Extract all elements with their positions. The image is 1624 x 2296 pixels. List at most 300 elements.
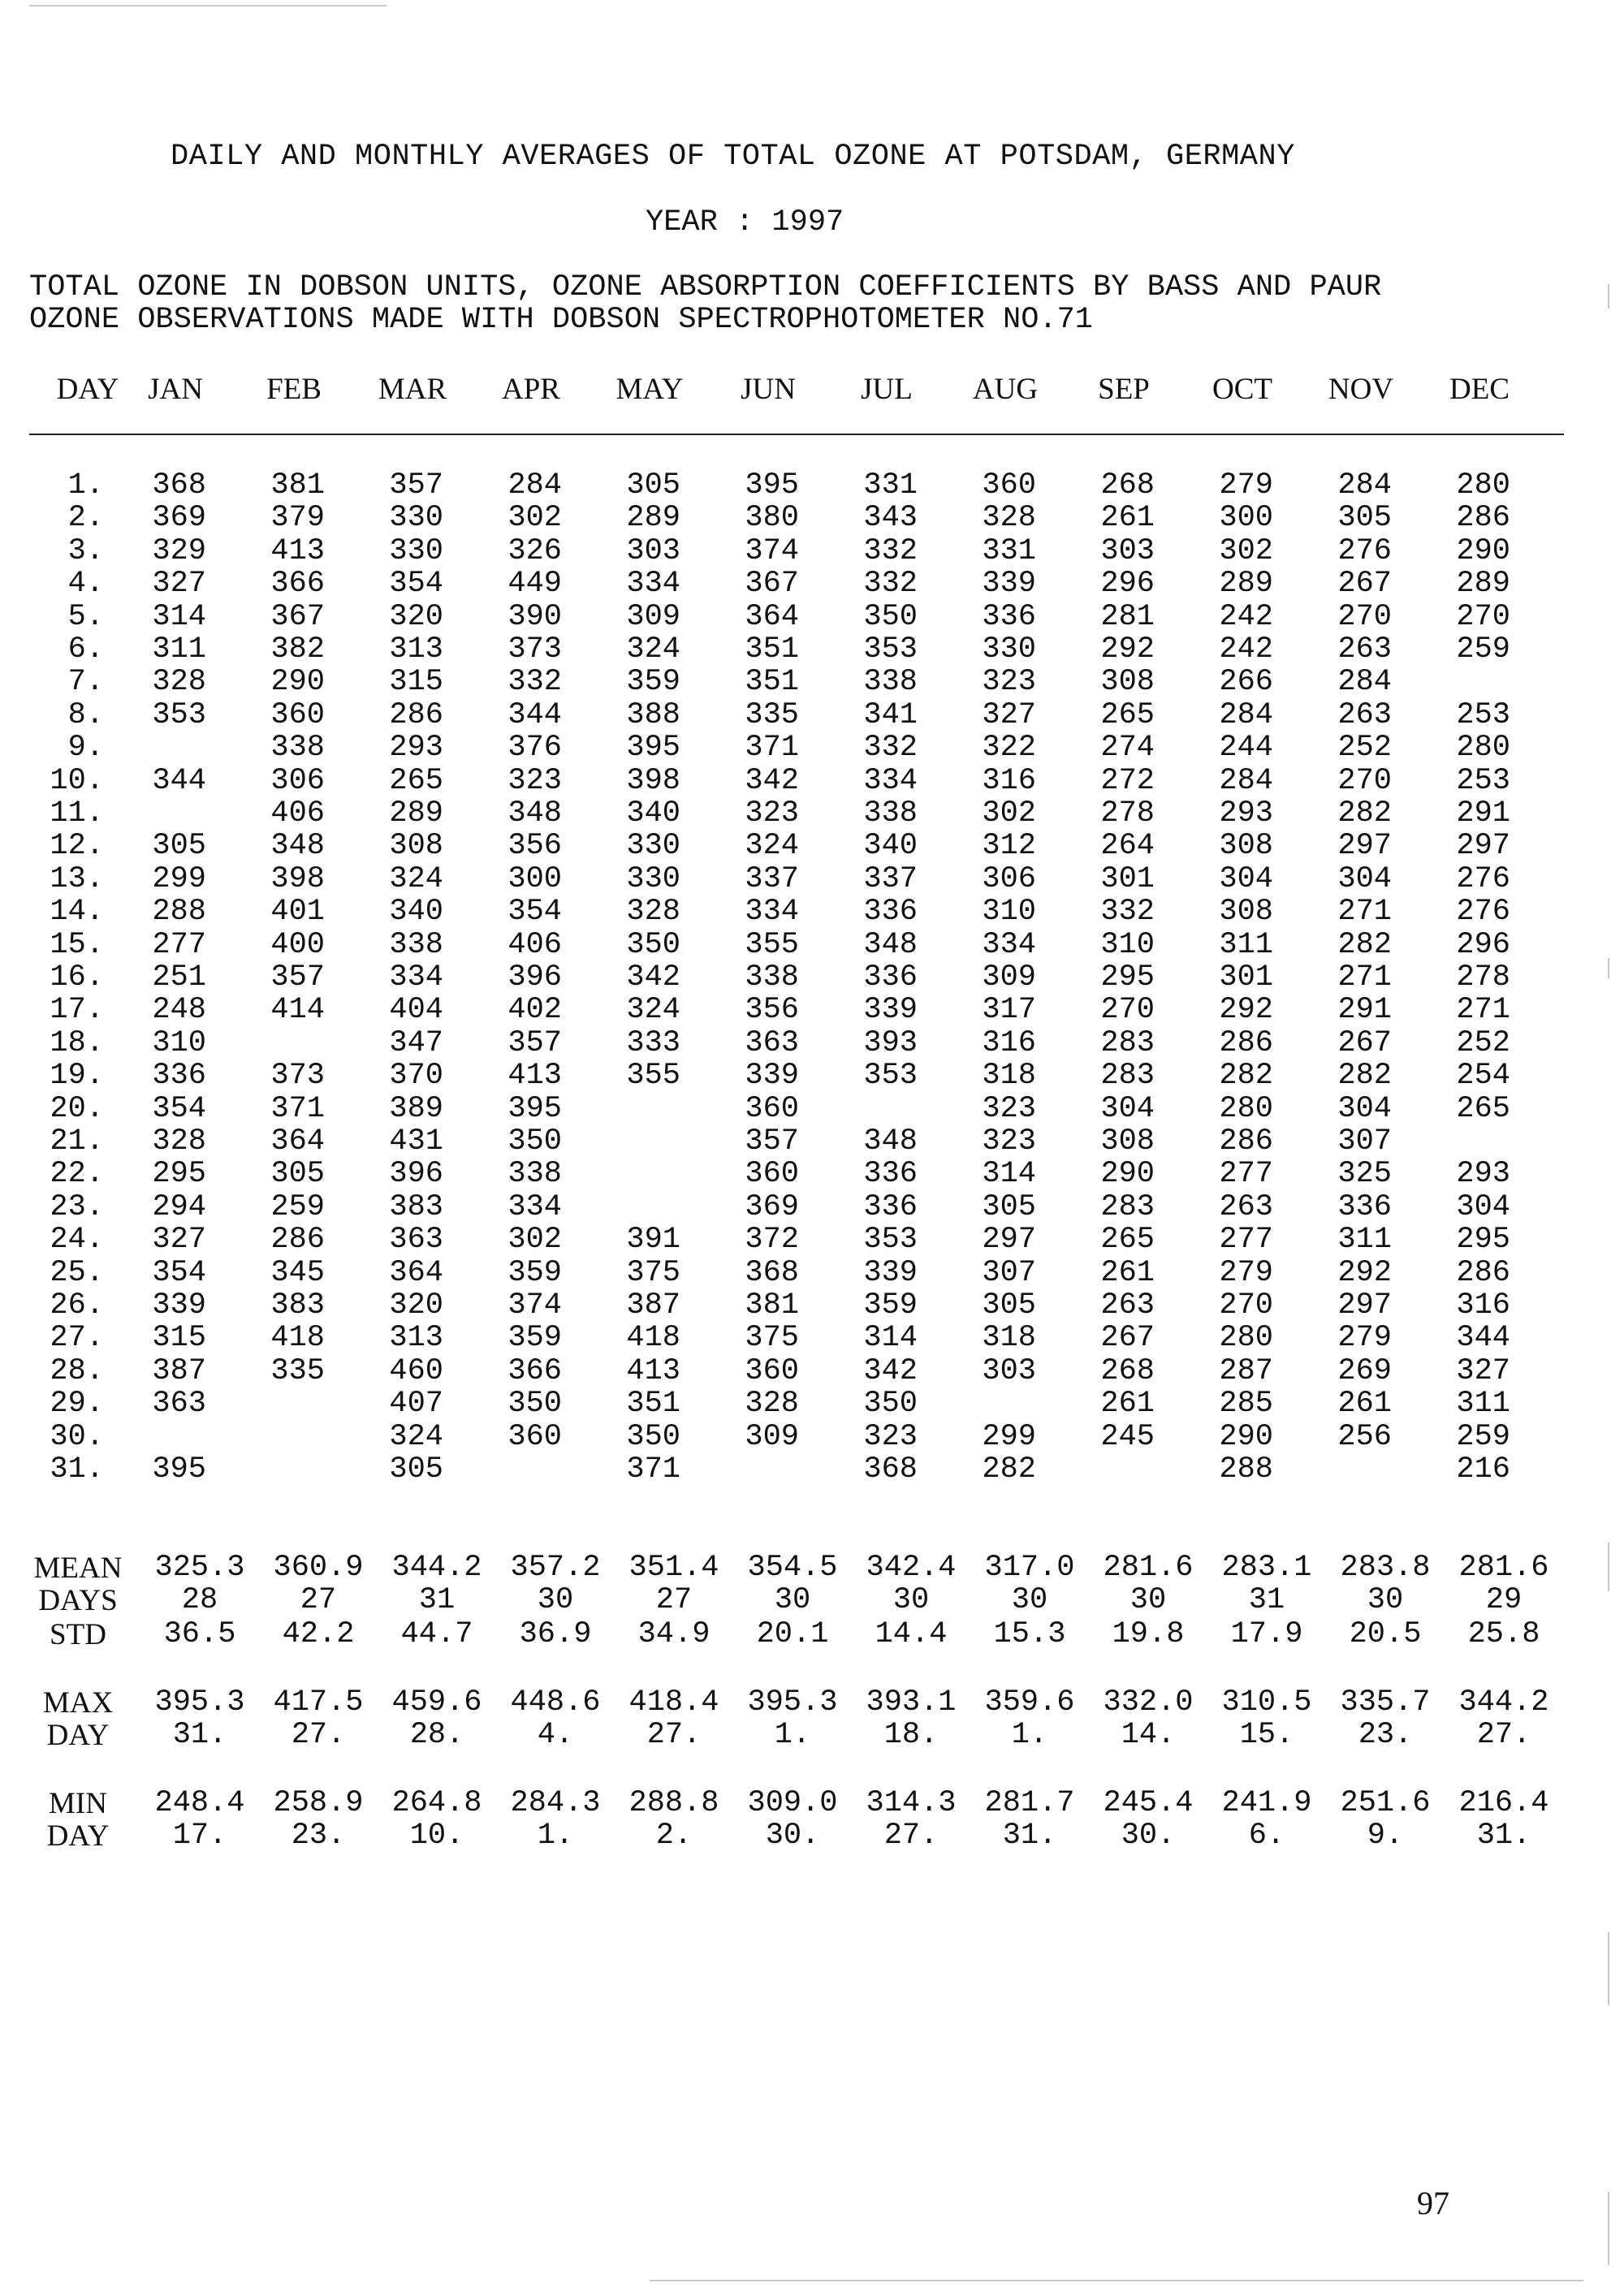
ozone-value-cell: 264 [1100,829,1155,864]
ozone-value-cell: 363 [152,1387,206,1422]
ozone-value-cell: 360 [745,1353,799,1388]
header-rule [29,434,1564,435]
summary-value-cell: 359.6 [984,1685,1075,1720]
ozone-value-cell: 252 [1337,731,1392,766]
ozone-value-cell: 351 [745,632,799,667]
ozone-value-cell: 312 [982,829,1036,864]
summary-label: DAY [46,1819,110,1853]
ozone-value-cell: 270 [1337,763,1392,798]
page-number: 97 [1417,2185,1449,2221]
ozone-value-cell: 263 [1337,697,1392,732]
ozone-value-cell: 291 [1456,796,1510,831]
summary-value-cell: 27. [646,1718,702,1752]
ozone-value-cell: 309 [745,1419,799,1454]
day-number: 1. [67,468,104,503]
summary-value-cell: 4. [537,1718,574,1752]
summary-value-cell: 42.2 [282,1617,355,1651]
month-header-dec: DEC [1449,373,1510,406]
ozone-value-cell: 387 [152,1353,206,1388]
summary-value-cell: 31 [418,1583,456,1617]
ozone-value-cell: 357 [389,468,443,503]
ozone-value-cell: 375 [745,1321,799,1356]
day-number: 7. [67,665,104,700]
day-number: 11. [50,796,104,831]
summary-value-cell: 31. [172,1718,227,1752]
summary-value-cell: 30 [1129,1583,1167,1617]
summary-value-cell: 20.1 [756,1617,829,1651]
month-header-jul: JUL [861,373,913,406]
ozone-value-cell: 291 [1337,993,1392,1028]
ozone-value-cell: 357 [270,960,325,995]
ozone-value-cell: 332 [863,731,918,766]
ozone-value-cell: 418 [270,1321,325,1356]
ozone-value-cell: 398 [626,763,680,798]
ozone-value-cell: 311 [152,632,206,667]
summary-value-cell: 288.8 [628,1786,719,1820]
summary-value-cell: 14. [1121,1718,1176,1752]
ozone-value-cell: 297 [1337,829,1392,864]
summary-value-cell: 283.1 [1221,1551,1312,1585]
summary-value-cell: 17. [172,1819,227,1853]
ozone-value-cell: 286 [270,1223,325,1258]
ozone-value-cell: 305 [982,1288,1036,1323]
ozone-value-cell: 338 [863,665,918,700]
ozone-value-cell: 449 [508,567,562,602]
ozone-value-cell: 327 [982,697,1036,732]
ozone-value-cell: 323 [745,796,799,831]
ozone-value-cell: 406 [270,796,325,831]
ozone-value-cell: 344 [152,763,206,798]
ozone-value-cell: 341 [863,697,918,732]
ozone-value-cell: 286 [1219,1025,1273,1060]
month-header-jun: JUN [741,373,796,406]
ozone-value-cell: 280 [1219,1091,1273,1126]
ozone-value-cell: 304 [1219,861,1273,896]
ozone-value-cell: 356 [745,993,799,1028]
ozone-value-cell: 325 [1337,1157,1392,1192]
ozone-value-cell: 353 [152,697,206,732]
summary-value-cell: 30 [1011,1583,1048,1617]
scan-edge-mark [1608,1932,1609,2005]
day-number: 23. [50,1189,104,1224]
summary-value-cell: 30. [1121,1819,1176,1853]
ozone-value-cell: 286 [389,697,443,732]
ozone-value-cell: 304 [1337,861,1392,896]
summary-value-cell: 395.3 [154,1685,245,1720]
summary-value-cell: 15.3 [993,1617,1066,1651]
ozone-value-cell: 396 [389,1157,443,1192]
ozone-value-cell: 279 [1219,1255,1273,1290]
ozone-value-cell: 268 [1100,1353,1155,1388]
day-number: 20. [50,1091,104,1126]
ozone-value-cell: 286 [1456,501,1510,536]
ozone-value-cell: 277 [1219,1223,1273,1258]
ozone-value-cell: 324 [626,993,680,1028]
ozone-value-cell: 289 [626,501,680,536]
ozone-value-cell: 371 [626,1452,680,1487]
ozone-value-cell: 390 [508,599,562,634]
ozone-value-cell: 259 [270,1189,325,1224]
summary-value-cell: 344.2 [391,1551,482,1585]
summary-value-cell: 357.2 [510,1551,601,1585]
summary-value-cell: 34.9 [637,1617,710,1651]
ozone-value-cell: 339 [982,567,1036,602]
ozone-value-cell: 301 [1219,960,1273,995]
ozone-value-cell: 387 [626,1288,680,1323]
ozone-value-cell: 334 [982,927,1036,962]
day-number: 28. [50,1353,104,1388]
ozone-value-cell: 296 [1456,927,1510,962]
ozone-value-cell: 330 [389,501,443,536]
ozone-value-cell: 342 [745,763,799,798]
ozone-value-cell: 327 [152,1223,206,1258]
summary-value-cell: 251.6 [1340,1786,1431,1820]
ozone-value-cell: 340 [863,829,918,864]
ozone-value-cell: 328 [626,895,680,930]
day-number: 6. [67,632,104,667]
day-number: 19. [50,1059,104,1094]
ozone-value-cell: 414 [270,993,325,1028]
ozone-value-cell: 242 [1219,632,1273,667]
ozone-value-cell: 380 [745,501,799,536]
ozone-value-cell: 354 [508,895,562,930]
month-header-nov: NOV [1328,373,1394,406]
ozone-value-cell: 216 [1456,1452,1510,1487]
ozone-value-cell: 279 [1337,1321,1392,1356]
ozone-value-cell: 339 [745,1059,799,1094]
ozone-value-cell: 293 [1456,1157,1510,1192]
summary-value-cell: 31 [1248,1583,1285,1617]
ozone-value-cell: 303 [982,1353,1036,1388]
ozone-value-cell: 360 [745,1157,799,1192]
ozone-value-cell: 286 [1456,1255,1510,1290]
ozone-value-cell: 289 [1219,567,1273,602]
ozone-value-cell: 314 [152,599,206,634]
ozone-value-cell: 295 [152,1157,206,1192]
summary-value-cell: 18. [883,1718,939,1752]
ozone-value-cell: 343 [863,501,918,536]
ozone-value-cell: 259 [1456,632,1510,667]
summary-value-cell: 10. [409,1819,464,1853]
summary-value-cell: 351.4 [628,1551,719,1585]
ozone-value-cell: 311 [1456,1387,1510,1422]
summary-value-cell: 310.5 [1221,1685,1312,1720]
ozone-value-cell: 327 [1456,1353,1510,1388]
ozone-value-cell: 270 [1100,993,1155,1028]
ozone-value-cell: 284 [1219,763,1273,798]
summary-value-cell: 30 [537,1583,574,1617]
ozone-value-cell: 351 [626,1387,680,1422]
ozone-value-cell: 301 [1100,861,1155,896]
summary-value-cell: 30 [774,1583,811,1617]
ozone-value-cell: 379 [270,501,325,536]
ozone-value-cell: 324 [745,829,799,864]
ozone-value-cell: 261 [1100,1255,1155,1290]
ozone-value-cell: 282 [1219,1059,1273,1094]
summary-value-cell: 360.9 [273,1551,364,1585]
ozone-value-cell: 253 [1456,763,1510,798]
ozone-value-cell: 279 [1219,468,1273,503]
ozone-value-cell: 305 [270,1157,325,1192]
ozone-value-cell: 284 [1337,665,1392,700]
summary-value-cell: 393.1 [866,1685,957,1720]
ozone-value-cell: 310 [1100,927,1155,962]
ozone-value-cell: 333 [626,1025,680,1060]
ozone-value-cell: 323 [982,665,1036,700]
ozone-value-cell: 265 [1456,1091,1510,1126]
summary-value-cell: 27. [1476,1718,1531,1752]
ozone-value-cell: 318 [982,1059,1036,1094]
ozone-value-cell: 391 [626,1223,680,1258]
ozone-value-cell: 350 [626,927,680,962]
ozone-value-cell: 277 [1219,1157,1273,1192]
ozone-value-cell: 303 [626,533,680,568]
ozone-value-cell: 353 [863,632,918,667]
ozone-value-cell: 276 [1456,861,1510,896]
ozone-value-cell: 328 [152,1124,206,1159]
ozone-value-cell: 337 [745,861,799,896]
ozone-value-cell: 334 [626,567,680,602]
ozone-value-cell: 282 [982,1452,1036,1487]
ozone-value-cell: 418 [626,1321,680,1356]
ozone-value-cell: 324 [389,861,443,896]
year-line: YEAR : 1997 [646,205,844,240]
ozone-value-cell: 281 [1100,599,1155,634]
ozone-value-cell: 307 [1337,1124,1392,1159]
ozone-value-cell: 313 [389,632,443,667]
ozone-value-cell: 342 [863,1353,918,1388]
summary-label: STD [50,1618,106,1651]
info-line-1: TOTAL OZONE IN DOBSON UNITS, OZONE ABSORPTION COEFFICIENTS BY BASS AND PAUR [29,270,1382,304]
summary-value-cell: 36.9 [519,1617,592,1651]
ozone-value-cell: 340 [626,796,680,831]
ozone-value-cell: 368 [863,1452,918,1487]
ozone-value-cell: 324 [626,632,680,667]
ozone-value-cell: 335 [745,697,799,732]
ozone-value-cell: 364 [389,1255,443,1290]
ozone-value-cell: 330 [626,829,680,864]
ozone-value-cell: 330 [982,632,1036,667]
ozone-value-cell: 331 [982,533,1036,568]
ozone-value-cell: 335 [270,1353,325,1388]
summary-value-cell: 284.3 [510,1786,601,1820]
summary-value-cell: 27 [655,1583,693,1617]
ozone-value-cell: 278 [1456,960,1510,995]
ozone-value-cell: 305 [152,829,206,864]
day-number: 27. [50,1321,104,1356]
ozone-value-cell: 339 [863,1255,918,1290]
ozone-value-cell: 330 [626,861,680,896]
ozone-value-cell: 338 [270,731,325,766]
ozone-value-cell: 336 [1337,1189,1392,1224]
ozone-value-cell: 360 [982,468,1036,503]
ozone-value-cell: 248 [152,993,206,1028]
ozone-value-cell: 265 [1100,1223,1155,1258]
ozone-value-cell: 306 [982,861,1036,896]
summary-value-cell: 1. [537,1819,574,1853]
ozone-value-cell: 276 [1337,533,1392,568]
month-header-apr: APR [502,373,560,406]
ozone-value-cell: 323 [982,1124,1036,1159]
summary-value-cell: 31. [1476,1819,1531,1853]
ozone-value-cell: 359 [626,665,680,700]
ozone-value-cell: 324 [389,1419,443,1454]
summary-value-cell: 309.0 [747,1786,838,1820]
ozone-value-cell: 305 [389,1452,443,1487]
ozone-value-cell: 267 [1337,567,1392,602]
ozone-value-cell: 360 [745,1091,799,1126]
ozone-value-cell: 354 [152,1091,206,1126]
ozone-value-cell: 404 [389,993,443,1028]
ozone-value-cell: 382 [270,632,325,667]
ozone-value-cell: 350 [863,1387,918,1422]
ozone-value-cell: 336 [152,1059,206,1094]
ozone-value-cell: 261 [1100,1387,1155,1422]
ozone-value-cell: 354 [389,567,443,602]
summary-value-cell: 241.9 [1221,1786,1312,1820]
ozone-value-cell: 315 [389,665,443,700]
summary-value-cell: 30 [892,1583,930,1617]
ozone-value-cell: 267 [1337,1025,1392,1060]
summary-label: DAY [46,1719,110,1752]
ozone-value-cell: 368 [152,468,206,503]
ozone-value-cell: 287 [1219,1353,1273,1388]
ozone-value-cell: 332 [508,665,562,700]
summary-value-cell: 28 [181,1583,218,1617]
summary-value-cell: 342.4 [866,1551,957,1585]
ozone-value-cell: 357 [508,1025,562,1060]
summary-value-cell: 31. [1002,1819,1057,1853]
summary-value-cell: 30. [765,1819,820,1853]
ozone-value-cell: 369 [745,1189,799,1224]
ozone-value-cell: 315 [152,1321,206,1356]
ozone-value-cell: 288 [1219,1452,1273,1487]
ozone-value-cell: 270 [1337,599,1392,634]
ozone-value-cell: 372 [745,1223,799,1258]
ozone-value-cell: 338 [863,796,918,831]
ozone-value-cell: 289 [389,796,443,831]
month-header-oct: OCT [1212,373,1272,406]
ozone-value-cell: 310 [982,895,1036,930]
ozone-value-cell: 353 [863,1223,918,1258]
ozone-value-cell: 259 [1456,1419,1510,1454]
ozone-value-cell: 271 [1337,895,1392,930]
month-header-may: MAY [615,373,684,406]
ozone-value-cell: 267 [1100,1321,1155,1356]
ozone-value-cell: 336 [982,599,1036,634]
ozone-value-cell: 334 [863,763,918,798]
summary-value-cell: 281.7 [984,1786,1075,1820]
ozone-value-cell: 290 [1456,533,1510,568]
ozone-value-cell: 332 [863,567,918,602]
ozone-value-cell: 355 [626,1059,680,1094]
ozone-value-cell: 266 [1219,665,1273,700]
summary-value-cell: 258.9 [273,1786,364,1820]
summary-value-cell: 17.9 [1230,1617,1303,1651]
ozone-value-cell: 370 [389,1059,443,1094]
ozone-value-cell: 364 [270,1124,325,1159]
ozone-value-cell: 350 [863,599,918,634]
ozone-value-cell: 303 [1100,533,1155,568]
summary-label: MIN [49,1787,107,1820]
ozone-value-cell: 401 [270,895,325,930]
month-header-mar: MAR [378,373,447,406]
month-header-jan: JAN [148,373,203,406]
ozone-value-cell: 348 [863,927,918,962]
ozone-value-cell: 360 [508,1419,562,1454]
ozone-value-cell: 338 [389,927,443,962]
month-header-sep: SEP [1098,373,1150,406]
ozone-value-cell: 317 [982,993,1036,1028]
summary-value-cell: 395.3 [747,1685,838,1720]
summary-value-cell: 216.4 [1458,1786,1549,1820]
ozone-value-cell: 359 [508,1321,562,1356]
ozone-value-cell: 297 [1456,829,1510,864]
ozone-value-cell: 244 [1219,731,1273,766]
day-number: 21. [50,1124,104,1159]
ozone-value-cell: 353 [863,1059,918,1094]
ozone-value-cell: 282 [1337,1059,1392,1094]
ozone-value-cell: 389 [389,1091,443,1126]
ozone-value-cell: 336 [863,1157,918,1192]
ozone-value-cell: 265 [389,763,443,798]
ozone-value-cell: 339 [152,1288,206,1323]
ozone-value-cell: 340 [389,895,443,930]
ozone-value-cell: 308 [1100,665,1155,700]
ozone-value-cell: 337 [863,861,918,896]
summary-value-cell: 15. [1239,1718,1294,1752]
ozone-value-cell: 274 [1100,731,1155,766]
ozone-value-cell: 314 [863,1321,918,1356]
ozone-value-cell: 256 [1337,1419,1392,1454]
ozone-value-cell: 299 [152,861,206,896]
ozone-value-cell: 344 [1456,1321,1510,1356]
summary-value-cell: 314.3 [866,1786,957,1820]
ozone-value-cell: 284 [1337,468,1392,503]
ozone-value-cell: 290 [1100,1157,1155,1192]
ozone-value-cell: 332 [1100,895,1155,930]
ozone-value-cell: 348 [508,796,562,831]
ozone-value-cell: 302 [508,1223,562,1258]
ozone-value-cell: 309 [982,960,1036,995]
day-number: 22. [50,1157,104,1192]
summary-value-cell: 19.8 [1112,1617,1185,1651]
summary-value-cell: 25.8 [1467,1617,1540,1651]
ozone-value-cell: 245 [1100,1419,1155,1454]
summary-value-cell: 36.5 [163,1617,236,1651]
ozone-value-cell: 292 [1337,1255,1392,1290]
ozone-value-cell: 338 [508,1157,562,1192]
summary-label: MAX [42,1686,114,1720]
summary-value-cell: 1. [774,1718,811,1752]
ozone-value-cell: 376 [508,731,562,766]
ozone-value-cell: 336 [863,895,918,930]
ozone-value-cell: 310 [152,1025,206,1060]
ozone-value-cell: 402 [508,993,562,1028]
ozone-value-cell: 322 [982,731,1036,766]
summary-value-cell: 248.4 [154,1786,245,1820]
day-number: 10. [50,763,104,798]
summary-value-cell: 29 [1485,1583,1522,1617]
ozone-value-cell: 383 [389,1189,443,1224]
ozone-value-cell: 323 [982,1091,1036,1126]
ozone-value-cell: 269 [1337,1353,1392,1388]
ozone-value-cell: 292 [1219,993,1273,1028]
ozone-value-cell: 350 [626,1419,680,1454]
summary-value-cell: 459.6 [391,1685,482,1720]
document-title: DAILY AND MONTHLY AVERAGES OF TOTAL OZONE AT POTSDAM, GERMANY [171,140,1295,174]
ozone-value-cell: 460 [389,1353,443,1388]
